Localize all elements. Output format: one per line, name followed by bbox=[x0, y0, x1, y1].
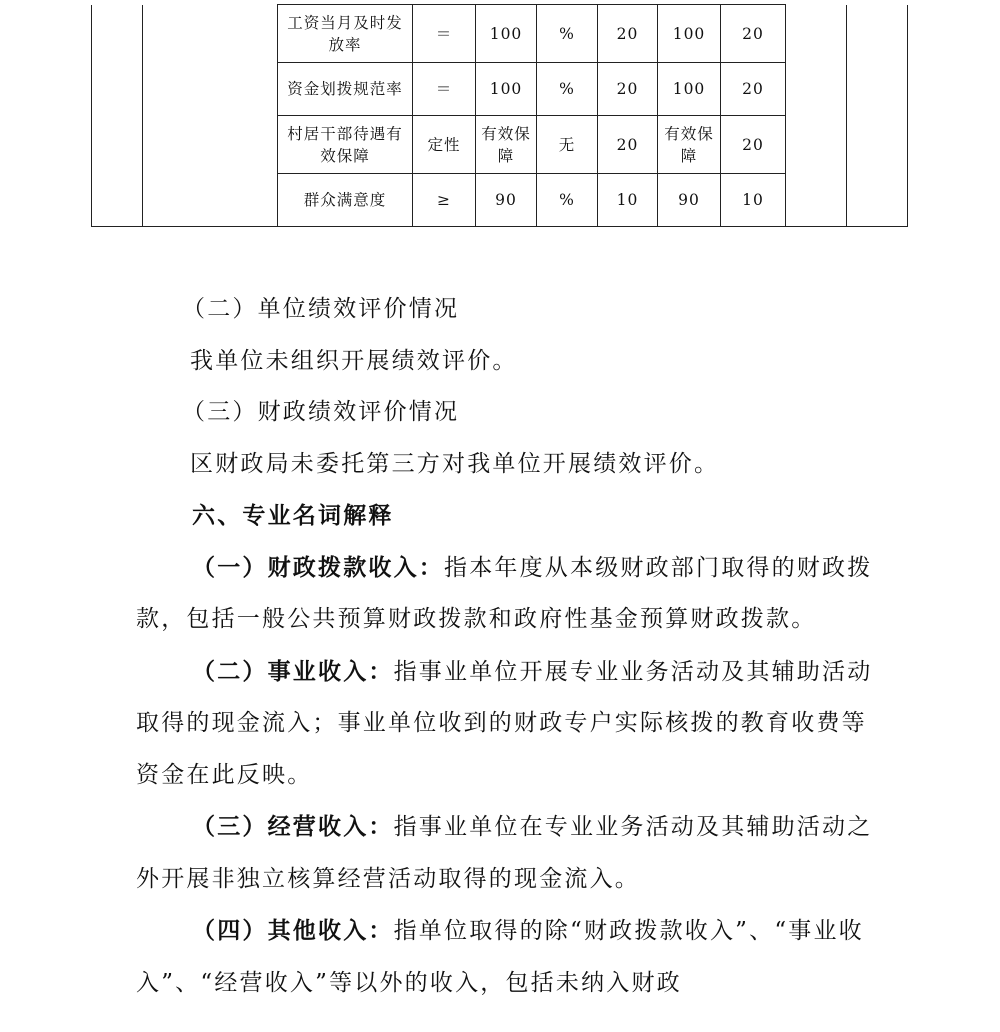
indicator-name: 资金划拨规范率 bbox=[278, 63, 413, 116]
section-heading: （二）单位绩效评价情况 bbox=[182, 296, 460, 322]
indicator-weight: 20 bbox=[598, 116, 658, 174]
indicator-weight: 10 bbox=[598, 174, 658, 227]
term-label: （四）其他收入： bbox=[192, 917, 394, 944]
indicator-unit: % bbox=[537, 174, 598, 227]
indicator-actual: 100 bbox=[658, 63, 721, 116]
paragraph: 区财政局未委托第三方对我单位开展绩效评价。 bbox=[190, 450, 720, 477]
indicator-score: 20 bbox=[721, 5, 786, 63]
indicator-operator: ≥ bbox=[413, 174, 476, 227]
indicator-score: 10 bbox=[721, 174, 786, 227]
term-text: 指事业单位开展专业业务活动及其辅助活动取得的现金流入；事业单位收到的财政专户实际核拨的教育收费等资金在此反映。 bbox=[136, 658, 873, 788]
table-cell-empty bbox=[786, 5, 847, 227]
indicator-name: 群众满意度 bbox=[278, 174, 413, 227]
indicator-actual: 100 bbox=[658, 5, 721, 63]
paragraph: 我单位未组织开展绩效评价。 bbox=[190, 347, 518, 374]
table-cell-empty bbox=[143, 5, 278, 227]
chapter-heading: 六、专业名词解释 bbox=[192, 502, 394, 529]
indicator-score: 20 bbox=[721, 63, 786, 116]
indicator-unit: % bbox=[537, 5, 598, 63]
indicator-operator: 定性 bbox=[413, 116, 476, 174]
term-definition bbox=[136, 801, 878, 905]
indicator-target: 90 bbox=[476, 174, 537, 227]
term-label: （二）事业收入： bbox=[192, 657, 394, 685]
term-definition bbox=[136, 646, 878, 802]
performance-indicator-table bbox=[91, 4, 908, 227]
indicator-score: 20 bbox=[721, 116, 786, 174]
term-text: 指本年度从本级财政部门取得的财政拨款，包括一般公共预算财政拨款和政府性基金预算财政拨款。 bbox=[136, 554, 873, 632]
indicator-operator: ＝ bbox=[413, 63, 476, 116]
term-text: 指事业单位在专业业务活动及其辅助活动之外开展非独立核算经营活动取得的现金流入。 bbox=[136, 814, 873, 892]
table-cell-empty bbox=[847, 5, 908, 227]
indicator-target: 100 bbox=[476, 63, 537, 116]
term-text: 指单位取得的除“财政拨款收入”、“事业收入”、“经营收入”等以外的收入，包括未纳入财政 bbox=[136, 918, 864, 996]
table-cell-empty bbox=[92, 5, 143, 227]
indicator-actual: 90 bbox=[658, 174, 721, 227]
indicator-target: 有效保障 bbox=[476, 116, 537, 174]
term-label: （三）经营收入： bbox=[192, 813, 394, 840]
section-heading: （三）财政绩效评价情况 bbox=[182, 399, 460, 425]
term-definition bbox=[136, 905, 878, 1009]
indicator-actual: 有效保障 bbox=[658, 116, 721, 174]
document-body bbox=[136, 284, 878, 1009]
indicator-weight: 20 bbox=[598, 63, 658, 116]
table-row bbox=[92, 5, 908, 63]
indicator-target: 100 bbox=[476, 5, 537, 63]
term-definition bbox=[136, 542, 878, 646]
indicator-name: 村居干部待遇有效保障 bbox=[278, 116, 413, 174]
term-label: （一）财政拨款收入： bbox=[192, 553, 444, 581]
indicator-operator: ＝ bbox=[413, 5, 476, 63]
indicator-unit: % bbox=[537, 63, 598, 116]
indicator-weight: 20 bbox=[598, 5, 658, 63]
indicator-name: 工资当月及时发放率 bbox=[278, 5, 413, 63]
indicator-unit: 无 bbox=[537, 116, 598, 174]
